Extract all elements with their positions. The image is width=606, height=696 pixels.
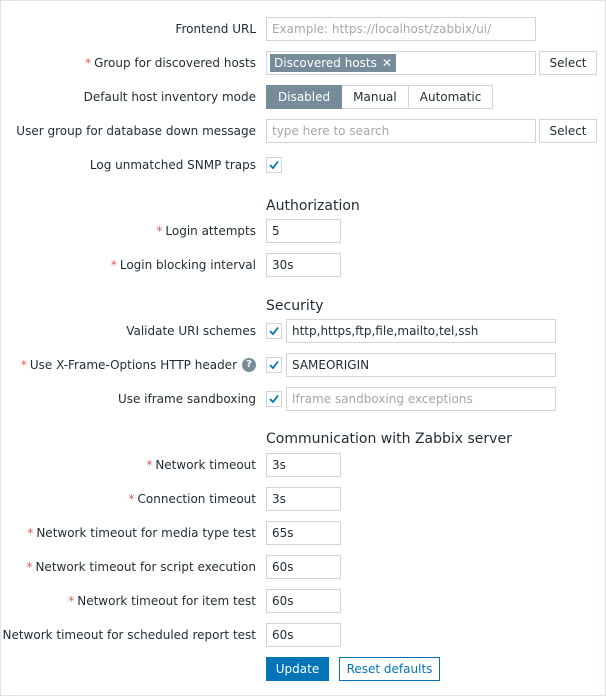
inventory-mode-row: [1, 85, 606, 109]
connection-timeout-input[interactable]: 3s: [266, 487, 341, 511]
checkmark-icon: [269, 394, 279, 404]
x-frame-label: * Use X-Frame-Options HTTP header: [20, 358, 237, 372]
item-test-row: [1, 589, 606, 613]
group-discovered-multiselect[interactable]: [266, 51, 536, 75]
scheduled-report-label: Network timeout for scheduled report test: [2, 628, 256, 642]
x-frame-input[interactable]: SAMEORIGIN: [286, 353, 556, 377]
required-marker: *: [85, 56, 92, 70]
user-group-select-button[interactable]: Select: [539, 119, 597, 143]
communication-heading: Communication with Zabbix server: [266, 431, 512, 447]
scheduled-report-input[interactable]: 60s: [266, 623, 341, 647]
log-snmp-checkbox[interactable]: [266, 157, 282, 173]
x-frame-row: [1, 353, 606, 377]
iframe-sandbox-input[interactable]: Iframe sandboxing exceptions: [286, 387, 556, 411]
item-test-label: * Network timeout for item test: [68, 594, 256, 608]
script-execution-input[interactable]: 60s: [266, 555, 341, 579]
reset-defaults-button[interactable]: Reset defaults: [339, 657, 440, 681]
log-snmp-row: [1, 153, 606, 177]
login-attempts-label: * Login attempts: [156, 224, 256, 238]
iframe-sandbox-label: Use iframe sandboxing: [117, 392, 256, 406]
validate-uri-label: Validate URI schemes: [126, 324, 256, 338]
checkmark-icon: [269, 160, 279, 170]
log-snmp-label: Log unmatched SNMP traps: [89, 158, 256, 172]
login-blocking-input[interactable]: 30s: [266, 253, 341, 277]
group-discovered-row: [1, 51, 606, 75]
iframe-sandbox-row: [1, 387, 606, 411]
validate-uri-input[interactable]: http,https,ftp,file,mailto,tel,ssh: [286, 319, 556, 343]
inventory-mode-manual[interactable]: Manual: [342, 85, 409, 109]
media-type-test-input[interactable]: 65s: [266, 521, 341, 545]
item-test-input[interactable]: 60s: [266, 589, 341, 613]
close-icon[interactable]: ✕: [381, 56, 392, 70]
group-discovered-select-button[interactable]: Select: [539, 51, 597, 75]
user-group-label: User group for database down message: [16, 124, 256, 138]
frontend-url-row: [1, 17, 606, 41]
inventory-mode-automatic[interactable]: Automatic: [409, 85, 494, 109]
authorization-heading: Authorization: [266, 198, 360, 214]
connection-timeout-label: * Connection timeout: [128, 492, 256, 506]
update-button[interactable]: Update: [266, 657, 329, 681]
login-blocking-label: * Login blocking interval: [110, 258, 256, 272]
media-type-test-label: * Network timeout for media type test: [27, 526, 256, 540]
media-type-test-row: [1, 521, 606, 545]
network-timeout-label: * Network timeout: [146, 458, 256, 472]
network-timeout-input[interactable]: 3s: [266, 453, 341, 477]
frontend-url-input[interactable]: Example: https://localhost/zabbix/ui/: [266, 17, 536, 41]
script-execution-label: * Network timeout for script execution: [26, 560, 256, 574]
validate-uri-checkbox[interactable]: [266, 323, 282, 339]
connection-timeout-row: [1, 487, 606, 511]
inventory-mode-segmented-control: [266, 85, 493, 109]
login-blocking-row: [1, 253, 606, 277]
login-attempts-input[interactable]: 5: [266, 219, 341, 243]
frontend-url-label: Frontend URL: [175, 22, 256, 36]
user-group-search-input[interactable]: type here to search: [266, 119, 536, 143]
inventory-mode-label: Default host inventory mode: [83, 90, 256, 104]
script-execution-row: [1, 555, 606, 579]
security-heading: Security: [266, 298, 324, 314]
help-icon[interactable]: ?: [242, 358, 256, 372]
login-attempts-row: [1, 219, 606, 243]
x-frame-checkbox[interactable]: [266, 357, 282, 373]
iframe-sandbox-checkbox[interactable]: [266, 391, 282, 407]
group-discovered-label: * Group for discovered hosts: [85, 56, 256, 70]
checkmark-icon: [269, 326, 279, 336]
checkmark-icon: [269, 360, 279, 370]
user-group-row: [1, 119, 606, 143]
discovered-hosts-chip: Discovered hosts ✕: [270, 54, 396, 72]
inventory-mode-disabled[interactable]: Disabled: [266, 85, 342, 109]
validate-uri-row: [1, 319, 606, 343]
network-timeout-row: [1, 453, 606, 477]
scheduled-report-row: [1, 623, 606, 647]
